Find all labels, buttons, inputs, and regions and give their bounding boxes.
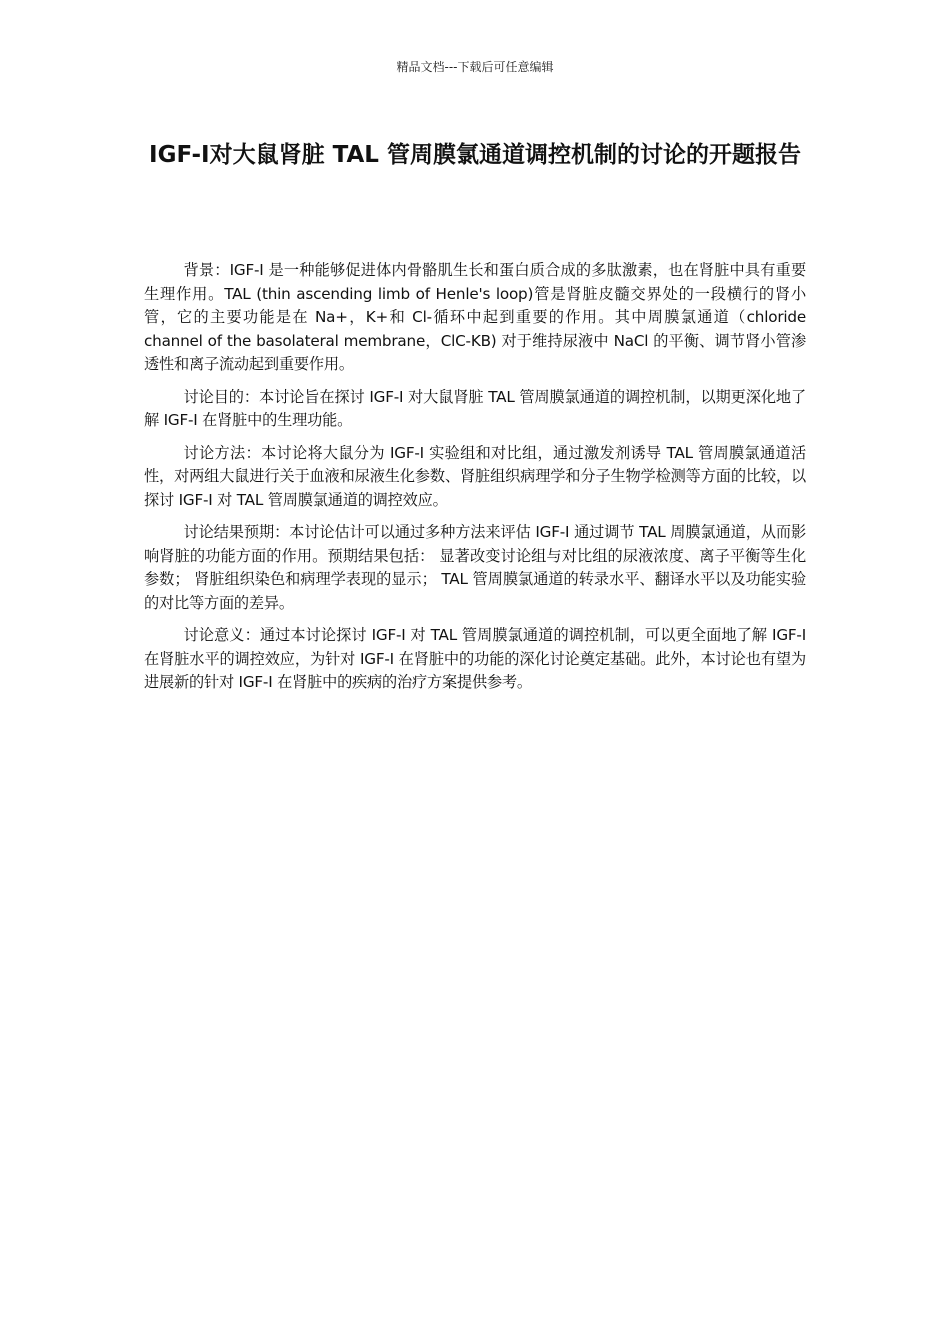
paragraph-purpose: 讨论目的：本讨论旨在探讨 IGF-I 对大鼠肾脏 TAL 管周膜氯通道的调控机制，以期更深化地了解 IGF-I 在肾脏中的生理功能。 — [144, 387, 806, 429]
paragraph-methods: 讨论方法：本讨论将大鼠分为 IGF-I 实验组和对比组，通过激发剂诱导 TAL 管周膜氯通道活性，对两组大鼠进行关于血液和尿液生化参数、肾脏组织病理学和分子生物学检测等方面的比较，以探讨 IGF-I 对 TAL 管周膜氯通道的调控效应。 — [144, 443, 806, 509]
document-body — [144, 259, 806, 704]
paragraph-background: 背景：IGF-I 是一种能够促进体内骨骼肌生长和蛋白质合成的多肽激素，也在肾脏中具有重要生理作用。TAL (thin ascending limb of Henle's loop)管是肾脏皮髓交界处的一段横行的肾小管，它的主要功能是在 Na+，K+和 Cl-循环中起到重要的作用。其中周膜氯通道（chloride channel of the basolateral membrane，ClC-KB) 对于维持尿液中 NaCl 的平衡、调节肾小管渗透性和离子流动起到重要作用。 — [144, 261, 806, 373]
paragraph-expected-results: 讨论结果预期：本讨论估计可以通过多种方法来评估 IGF-I 通过调节 TAL 周膜氯通道，从而影响肾脏的功能方面的作用。预期结果包括： 显著改变讨论组与对比组的尿液浓度、离子平衡等生化参数； 肾脏组织染色和病理学表现的显示； TAL 管周膜氯通道的转录水平、翻译水平以及功能实验的对比等方面的差异。 — [144, 523, 806, 612]
paragraph-significance: 讨论意义：通过本讨论探讨 IGF-I 对 TAL 管周膜氯通道的调控机制，可以更全面地了解 IGF-I 在肾脏水平的调控效应，为针对 IGF-I 在肾脏中的功能的深化讨论奠定基础。此外，本讨论也有望为进展新的针对 IGF-I 在肾脏中的疾病的治疗方案提供参考。 — [144, 626, 806, 691]
document-title: IGF-Ⅰ对大鼠肾脏 TAL 管周膜氯通道调控机制的讨论的开题报告 — [149, 142, 801, 168]
page-header-note: 精品文档---下载后可任意编辑 — [396, 60, 554, 74]
